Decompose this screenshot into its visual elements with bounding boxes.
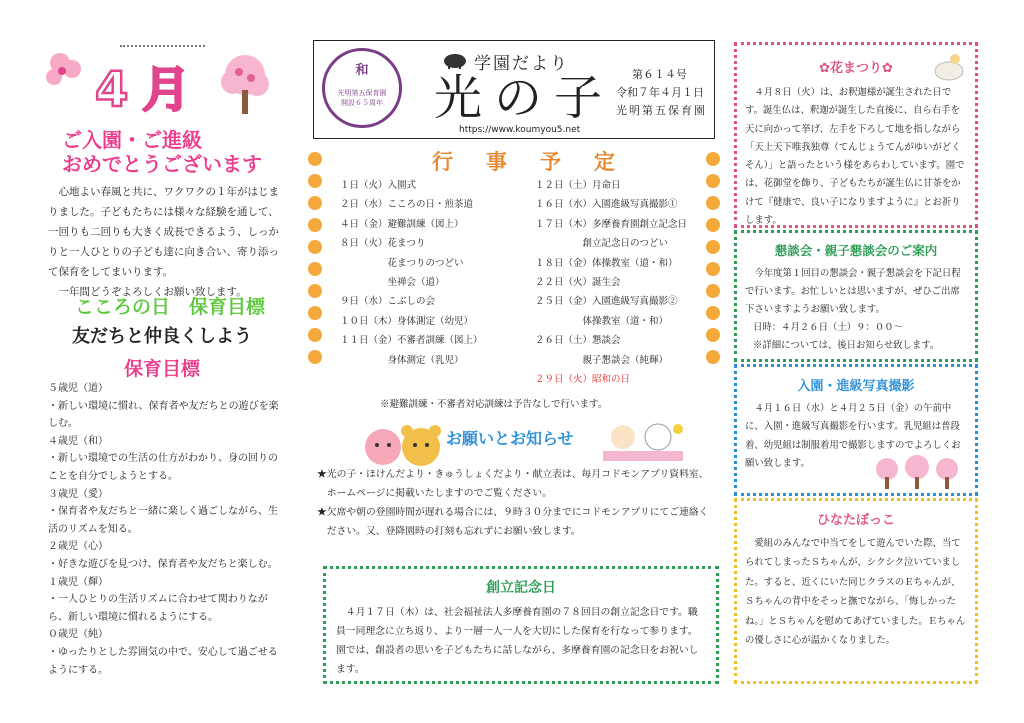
notice-title: お願いとお知らせ xyxy=(446,429,574,448)
schedule-item: ２日（水）こころの日・煎茶道 xyxy=(340,199,474,211)
schedule-item: １８日（金）体操教室（道・和） xyxy=(535,257,678,269)
schedule-right xyxy=(535,176,687,389)
goal-item: ３歳児（愛） ・保育者や友だちと一緒に楽しく過ごしながら、生活のリズムを知る。 xyxy=(48,488,278,535)
schedule-item: ９日（水）こぶしの会 xyxy=(340,296,436,308)
hanamatsuri-box xyxy=(734,42,978,228)
photo-box xyxy=(734,364,978,496)
notice-item: ★光の子・ほけんだより・きゅうしょくだより・献立表は、毎月コドモンアプリ資料室、ホームページに掲載いたしますのでご覧ください。 xyxy=(317,469,709,499)
schedule-item: ２５日（金）入園進級写真撮影② xyxy=(535,296,678,308)
meeting-note: ※詳細については、後日お知らせ致します。 xyxy=(753,340,940,351)
anniversary-logo: 和 光明第五保育園 開設６５周年 xyxy=(322,48,402,128)
dotted-line xyxy=(120,45,205,47)
issue-date: 令和７年４月１日 xyxy=(616,86,704,99)
goals-list xyxy=(48,380,280,679)
schedule-note: ※避難訓練・不審者対応訓練は予告なしで行います。 xyxy=(380,399,608,410)
sheep-icon xyxy=(442,51,468,69)
hanamatsuri-title: ✿花まつり✿ xyxy=(819,61,893,76)
founding-day-text: ４月１７日（木）は、社会福祉法人多摩養育園の７８回目の創立記念日です。職員一同理念に立ち返り、より一層一人一人を大切にした保育を行なって参ります。園では、創設者の思いを子どもたちに話しながら、多摩養育園の記念日をお祝いします。 xyxy=(336,607,699,675)
children-picnic-icon xyxy=(598,415,688,465)
founding-day-title: 創立記念日 xyxy=(486,580,556,596)
schedule-title: 行 事 予 定 xyxy=(432,150,621,174)
flower-decoration-icon xyxy=(40,45,100,95)
month-text: 4月 xyxy=(95,62,205,118)
schedule-item: １１日（金）不審者訓練（図上） xyxy=(340,335,483,347)
goal-item: ０歳児（純） ・ゆったりとした雰囲気の中で、安心して過ごせるようにする。 xyxy=(48,629,278,676)
photo-text: ４月１６日（水）と４月２５日（金）の午前中に、入園・進級写真撮影を行います。乳児組は普段着、幼児組は制服着用で撮影しますのでよろしくお願い致します。 xyxy=(745,403,961,469)
buddha-elephant-icon xyxy=(929,51,969,83)
notice-list xyxy=(317,465,712,541)
cherry-trees-icon xyxy=(867,455,967,489)
newsletter-title: 光の子 xyxy=(434,70,615,126)
kokoro-goal: 友だちと仲良くしよう xyxy=(72,326,252,347)
schedule-item: １２日（土）月命日 xyxy=(535,180,621,191)
schedule-item: ２６日（土）懇談会 xyxy=(535,335,621,347)
schedule-item: 花まつりのつどい xyxy=(340,257,464,269)
issue-number: 第６１４号 xyxy=(632,68,687,81)
meeting-datetime: 日時：４月２６日（土）９：００～ xyxy=(753,322,904,333)
schedule-item: １０日（木）身体測定（幼児） xyxy=(340,315,474,327)
goal-item: ２歳児（心） ・好きな遊びを見つけ、保育者や友だちと楽しむ。 xyxy=(48,541,278,570)
meeting-text: 今年度第１回目の懇談会・親子懇談会を下記日程で行います。お忙しいとは思いますが、ぜひご出席下さいますようお願い致します。 xyxy=(745,268,961,315)
goals-title: 保育目標 xyxy=(124,358,201,380)
school-name: 光明第五保育園 xyxy=(616,104,707,117)
schedule-item: ２２日（火）誕生会 xyxy=(535,277,621,289)
website-url: https://www.koumyou5.net xyxy=(459,125,581,135)
goal-item: １歳児（輝） ・一人ひとりの生活リズムに合わせて関わりながら、新しい環境に慣れるようにする。 xyxy=(48,576,268,623)
welcome-title: ご入園・ご進級 おめでとうございます xyxy=(62,128,262,176)
newsletter-header xyxy=(313,40,715,139)
schedule-item: 創立記念日のつどい xyxy=(535,238,669,250)
hinata-title: ひなたぼっこ xyxy=(816,513,895,528)
hinata-box xyxy=(734,498,978,684)
schedule-left xyxy=(340,176,483,370)
goal-item: ４歳児（和） ・新しい環境での生活の仕方がわかり、身の回りのことを自分でしようとする。 xyxy=(48,435,278,482)
welcome-text: 心地よい春風と共に、ワクワクの１年がはじまりました。子どもたちには様々な経験を通して、一回りも二回りも大きく成長できるよう、しっかりと一人ひとりの子ども達に向き合い、寄り添って保育をしてまいります。 一年間どうぞよろしくお願い致します。 xyxy=(48,186,279,298)
notice-item: ★欠席や朝の登園時間が遅れる場合には、９時３０分までにコドモンアプリにてご連絡ください。又、登降園時の打刻も忘れずにお願い致します。 xyxy=(317,507,709,537)
photo-title: 入園・進級写真撮影 xyxy=(797,379,915,394)
goal-item: ５歳児（道） ・新しい環境に慣れ、保育者や友だちとの遊びを楽しむ。 xyxy=(48,383,279,430)
schedule-item: １日（火）入園式 xyxy=(340,180,417,191)
kokoro-title: こころの日 保育目標 xyxy=(75,296,266,318)
month-badge xyxy=(40,45,270,125)
hinata-text: 愛組のみんなで中当てをして遊んでいた際、当てられてしまったＳちゃんが、シクシク泣いていました。すると、近くにいた同じクラスのＥちゃんが、Ｓちゃんの背中をそっと撫でながら、「悔しかったね。」とＳちゃんを慰めてあげていました。Ｅちゃんの優しさに心が温かくなりました。 xyxy=(745,538,966,647)
schedule-item: 体操教室（道・和） xyxy=(535,315,669,327)
founding-day-box xyxy=(323,566,719,684)
schedule-item: 坐禅会（道） xyxy=(340,277,445,289)
meeting-title: 懇談会・親子懇談会のご案内 xyxy=(774,243,938,258)
schedule-item: １６日（水）入園進級写真撮影① xyxy=(535,199,678,211)
schedule-item: ８日（火）花まつり xyxy=(340,238,426,250)
meeting-box xyxy=(734,230,978,362)
flower-border-left xyxy=(308,152,328,402)
schedule-item: 身体測定（乳児） xyxy=(340,354,464,366)
schedule-item-holiday: ２９日（火）昭和の日 xyxy=(535,374,631,386)
schedule-item: ４日（金）避難訓練（図上） xyxy=(340,218,464,230)
cherry-tree-icon xyxy=(215,50,275,120)
flower-border-right xyxy=(706,152,726,402)
schedule-item: 親子懇談会（純輝） xyxy=(535,354,669,366)
newsletter-subtitle: 学園だより xyxy=(474,54,569,74)
schedule-item: １７日（木）多摩養育園創立記念日 xyxy=(535,218,688,230)
hanamatsuri-text: ４月８日（火）は、お釈迦様が誕生された日です。誕生仏は、釈迦が誕生した直後に、自ら右手を天に向かって挙げ、左手を下ろして地を指しながら「天上天下唯我独尊（てんじょうてんがゆいがどくそん）」と語ったという様をあらわしています。園では、花御堂を飾り、子どもたちが誕生仏に甘茶をかけて『健康で、良い子になりますように』とお祈りします。 xyxy=(745,87,965,227)
